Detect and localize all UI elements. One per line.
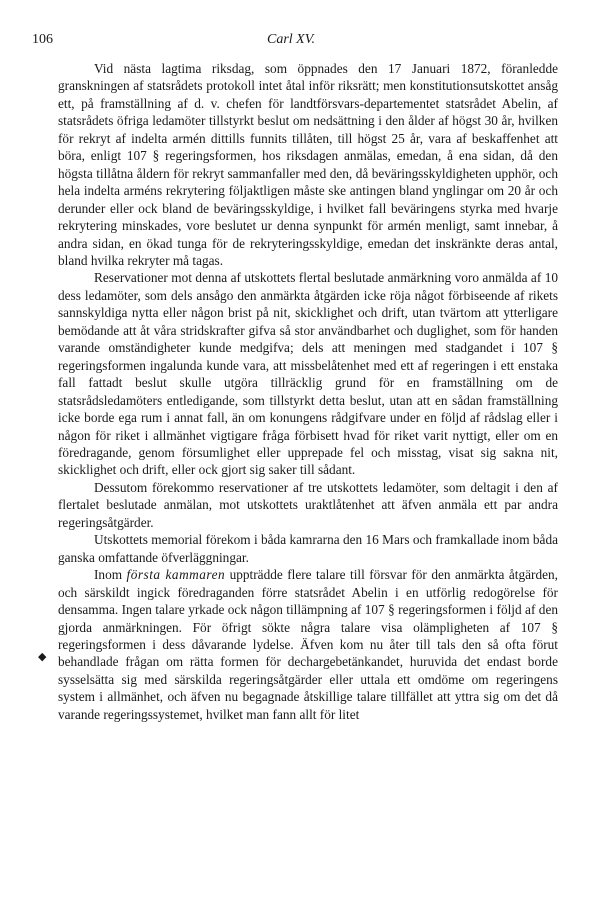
paragraph: Vid nästa lagtima riksdag, som öppnades den 17 Januari 1872, föranledde granskningen af statsrådets protokoll intet åtal inför riksrätt; men konstitutionsutskottet ansåg ett, på framställning af d. v. chefen för landtförsvars-departementet statsrådet Abelin, af statsrådets öfriga ledamöter tillstyrkt beslut om nedsättning i den ålder af högst 30 år, hvilken för rekryt af indelta armén dittills funnits tillåten, till högst 25 år, vara af beskaffenhet att böra, enligt 107 § regeringsformen, hos riksdagen anmälas, emedan, å ena sidan, då den högsta tillåtna åldern för rekryt sammanfaller med den, då beväringsskyldigheten upphör, och hela indelta arméns rekrytering följaktligen måste ske antingen bland ynglingar om 20 år och derunder eller ock bland de beväringsskyldige, i hvilket fall beväringens styrka med hvarje rekrytering minskades, vore beslutet ur denna synpunkt för armén menligt, samt innebar, å andra sidan, en ökad tunga för de rekryteringsskyldige, emedan det inskränkte deras antal, bland hvilka rekryter må tagas.	[58, 61, 558, 268]
page-number: 106	[32, 32, 53, 47]
running-title: Carl XV.	[267, 32, 315, 47]
paragraph	[58, 566, 558, 723]
emphasized-term: första kammaren	[126, 567, 226, 583]
margin-mark-icon: ◆	[38, 651, 47, 663]
paragraph: Dessutom förekommo reservationer af tre utskottets ledamöter, som deltagit i den af flertalet beslutade anmälan, mot utskottets uraktlåtenhet att äfven anmäla ett par andra regeringsåtgärder.	[58, 479, 558, 530]
paragraph: Reservationer mot denna af utskottets flertal beslutade anmärkning voro anmälda af 10 dess ledamöter, som dels ansågo den anmärkta åtgärden icke röja något förbiseende af rikets sannskyldiga nytta eller någon brist på nit, skicklighet och drift, utan tvärtom att ytterligare bemödande att åt våra stridskrafter gifva så stor användbarhet och duglighet, som för handen varande omständigheter kunde medgifva; dels att meningen med stadgandet i 107 § regeringsformen ingalunda kunde vara, att missbelåtenhet med ett af regeringen i ett enstaka fall fattadt beslut skulle utgöra tillräcklig grund för en framställning om de statsrådsledamöters entledigande, som tillstyrkt detta beslut, utan att en sådan framställning icke borde ega rum i annat fall, än om konungens rådgifvare under en följd af rådslag eller i någon för riket i allmänhet vigtigare fråga förbisett hvad för riket varit nyttigt, eller om en föredragande, genom försumlighet eller upprepade fel och misstag, visat sig sakna nit, skicklighet och drift, eller ock gjort sig saker till sådant.	[58, 270, 558, 478]
paragraph-lead: Inom	[94, 567, 127, 583]
paragraph-rest: uppträdde flere talare till försvar för den anmärkta åtgärden, och särskildt ingick föredraganden förre statsrådet Abelin i en utförlig redogörelse för densamma. Ingen talare yrkade ock någon tillämpning af 107 § regeringsformen i följd af den gjorda anmärkningen. För öfrigt sökte några talare visa olämpligheten af 107 § regeringsformen i dess dåvarande lydelse. Äfven kom nu åter till tals den så ofta förut behandlade frågan om rätta formen för dechargebetänkandet, huruvida det endast borde sysselsätta sig med särskilda regeringsåtgärder eller uttala ett omdöme om regeringens system i allmänhet, och äfven nu begagnade åtskillige talare tillfället att yttra sig om det då varande regeringssystemet, hvilket man fann allt för litet	[58, 567, 558, 722]
paragraph: Utskottets memorial förekom i båda kamrarna den 16 Mars och framkallade inom båda ganska omfattande öfverläggningar.	[58, 532, 558, 565]
page-header	[32, 32, 550, 54]
body-text	[58, 60, 558, 723]
